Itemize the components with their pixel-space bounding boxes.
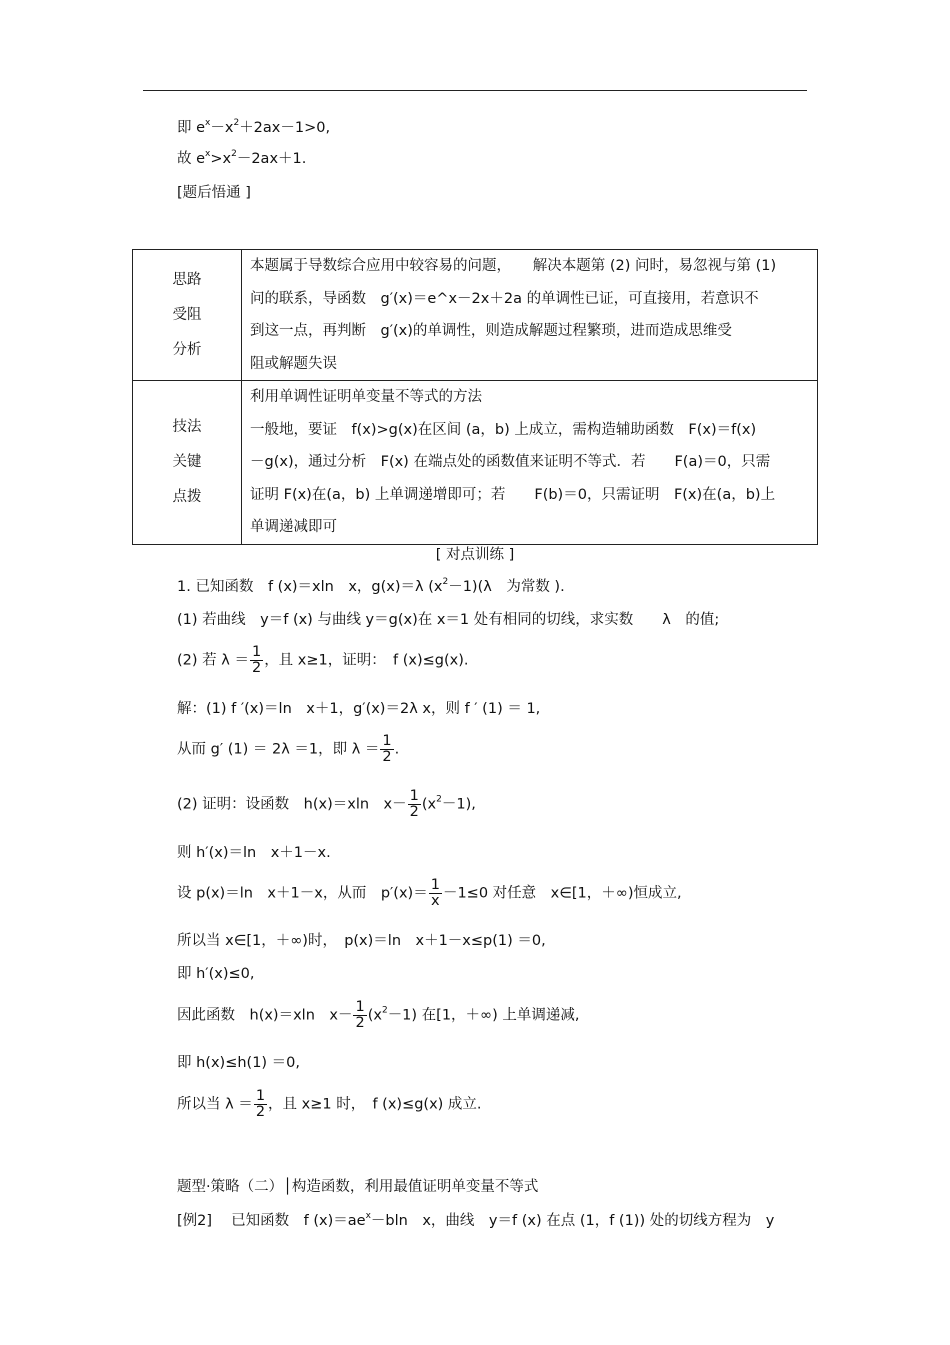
- row2-label: 技法 关键 点拨: [133, 381, 242, 545]
- question-1-part-1: (1) 若曲线 y＝f (x) 与曲线 y＝g(x)在 x＝1 处有相同的切线，求实数 λ 的值;: [177, 612, 720, 628]
- solution-line-1: 解：(1) f ′(x)＝ln x＋1，g′(x)＝2λ x，则 f ′ (1) ＝ 1,: [177, 701, 541, 717]
- question-1-part-2: (2) 若 λ ＝ $\frac{1}{2}$ ，且 x≥1，证明： f (x)≤g(x).: [177, 644, 469, 676]
- summary-table: [132, 249, 818, 545]
- section-heading: 题型·策略（二）│构造函数，利用最值证明单变量不等式: [177, 1179, 539, 1195]
- inequality-line-2: 故 $e^x>x^2-2ax+1$.: [177, 149, 307, 167]
- example-2: [例2] 已知函数 f $(x)=ae^x-bln$ x，曲线 y＝f (x) 在点 (1，f (1)) 处的切线方程为 y: [177, 1211, 775, 1229]
- solution-line-4: 则 h′(x)＝ln x＋1－x.: [177, 845, 331, 861]
- solution-line-9: 即 h(x)≤h(1) ＝0,: [177, 1055, 301, 1071]
- after-heading: [题后悟通 ]: [177, 185, 251, 201]
- question-1: 1. 已知函数 f (x)＝xln x，g(x)＝λ $(x^2-1)(\lambda$ 为常数 ).: [177, 577, 565, 595]
- solution-line-6: 所以当 x∈[1，＋∞)时， p(x)＝ln x＋1－x≤p(1) ＝0,: [177, 933, 546, 949]
- row2-text: 利用单调性证明单变量不等式的方法 一般地，要证 f(x)>g(x)在区间 (a，b) 上成立，需构造辅助函数 F(x)＝f(x) －g(x)，通过分析 F(x) 在端点处的函数值来证明不等式．若 F(a)＝0，只需 证明 F(x)在(a，b) 上单调递增即可；若 F(b)＝0，只需证明 F(x)在(a，b)上 单调递减即可: [242, 381, 818, 545]
- inequality-line-1: 即 $e^x-x^2+2ax-1>0$,: [177, 118, 331, 136]
- solution-line-2: 从而 g′ (1) ＝ 2λ ＝1，即 λ ＝ $\frac{1}{2}$ .: [177, 733, 400, 765]
- solution-line-3: (2) 证明：设函数 h(x)＝xln x－ $\frac{1}{2}$ $(x^2-1)$,: [177, 788, 476, 820]
- row1-label: 思路 受阻 分析: [133, 250, 242, 381]
- row1-text: 本题属于导数综合应用中较容易的问题， 解决本题第 (2) 问时，易忽视与第 (1) 问的联系，导函数 g′(x)＝e^x－2x＋2a 的单调性已证，可直接用，若意识不 到这一点，再判断 g′(x)的单调性，则造成解题过程繁琐，进而造成思维受 阻或解题失误: [242, 250, 818, 381]
- solution-line-5: 设 p(x)＝ln x＋1－x，从而 p′(x)＝ $\frac{1}{x}$ －1≤0 对任意 x∈[1，＋∞)恒成立,: [177, 877, 682, 909]
- solution-line-8: 因此函数 h(x)＝xln x－ $\frac{1}{2}$ $(x^2-1)$ 在[1，＋∞) 上单调递减,: [177, 999, 580, 1031]
- header-rule: [143, 90, 807, 91]
- solution-line-7: 即 h′(x)≤0,: [177, 966, 255, 982]
- training-heading: [ 对点训练 ]: [435, 547, 515, 563]
- solution-line-10: 所以当 λ ＝ $\frac{1}{2}$ ，且 x≥1 时， f (x)≤g(x) 成立.: [177, 1088, 482, 1120]
